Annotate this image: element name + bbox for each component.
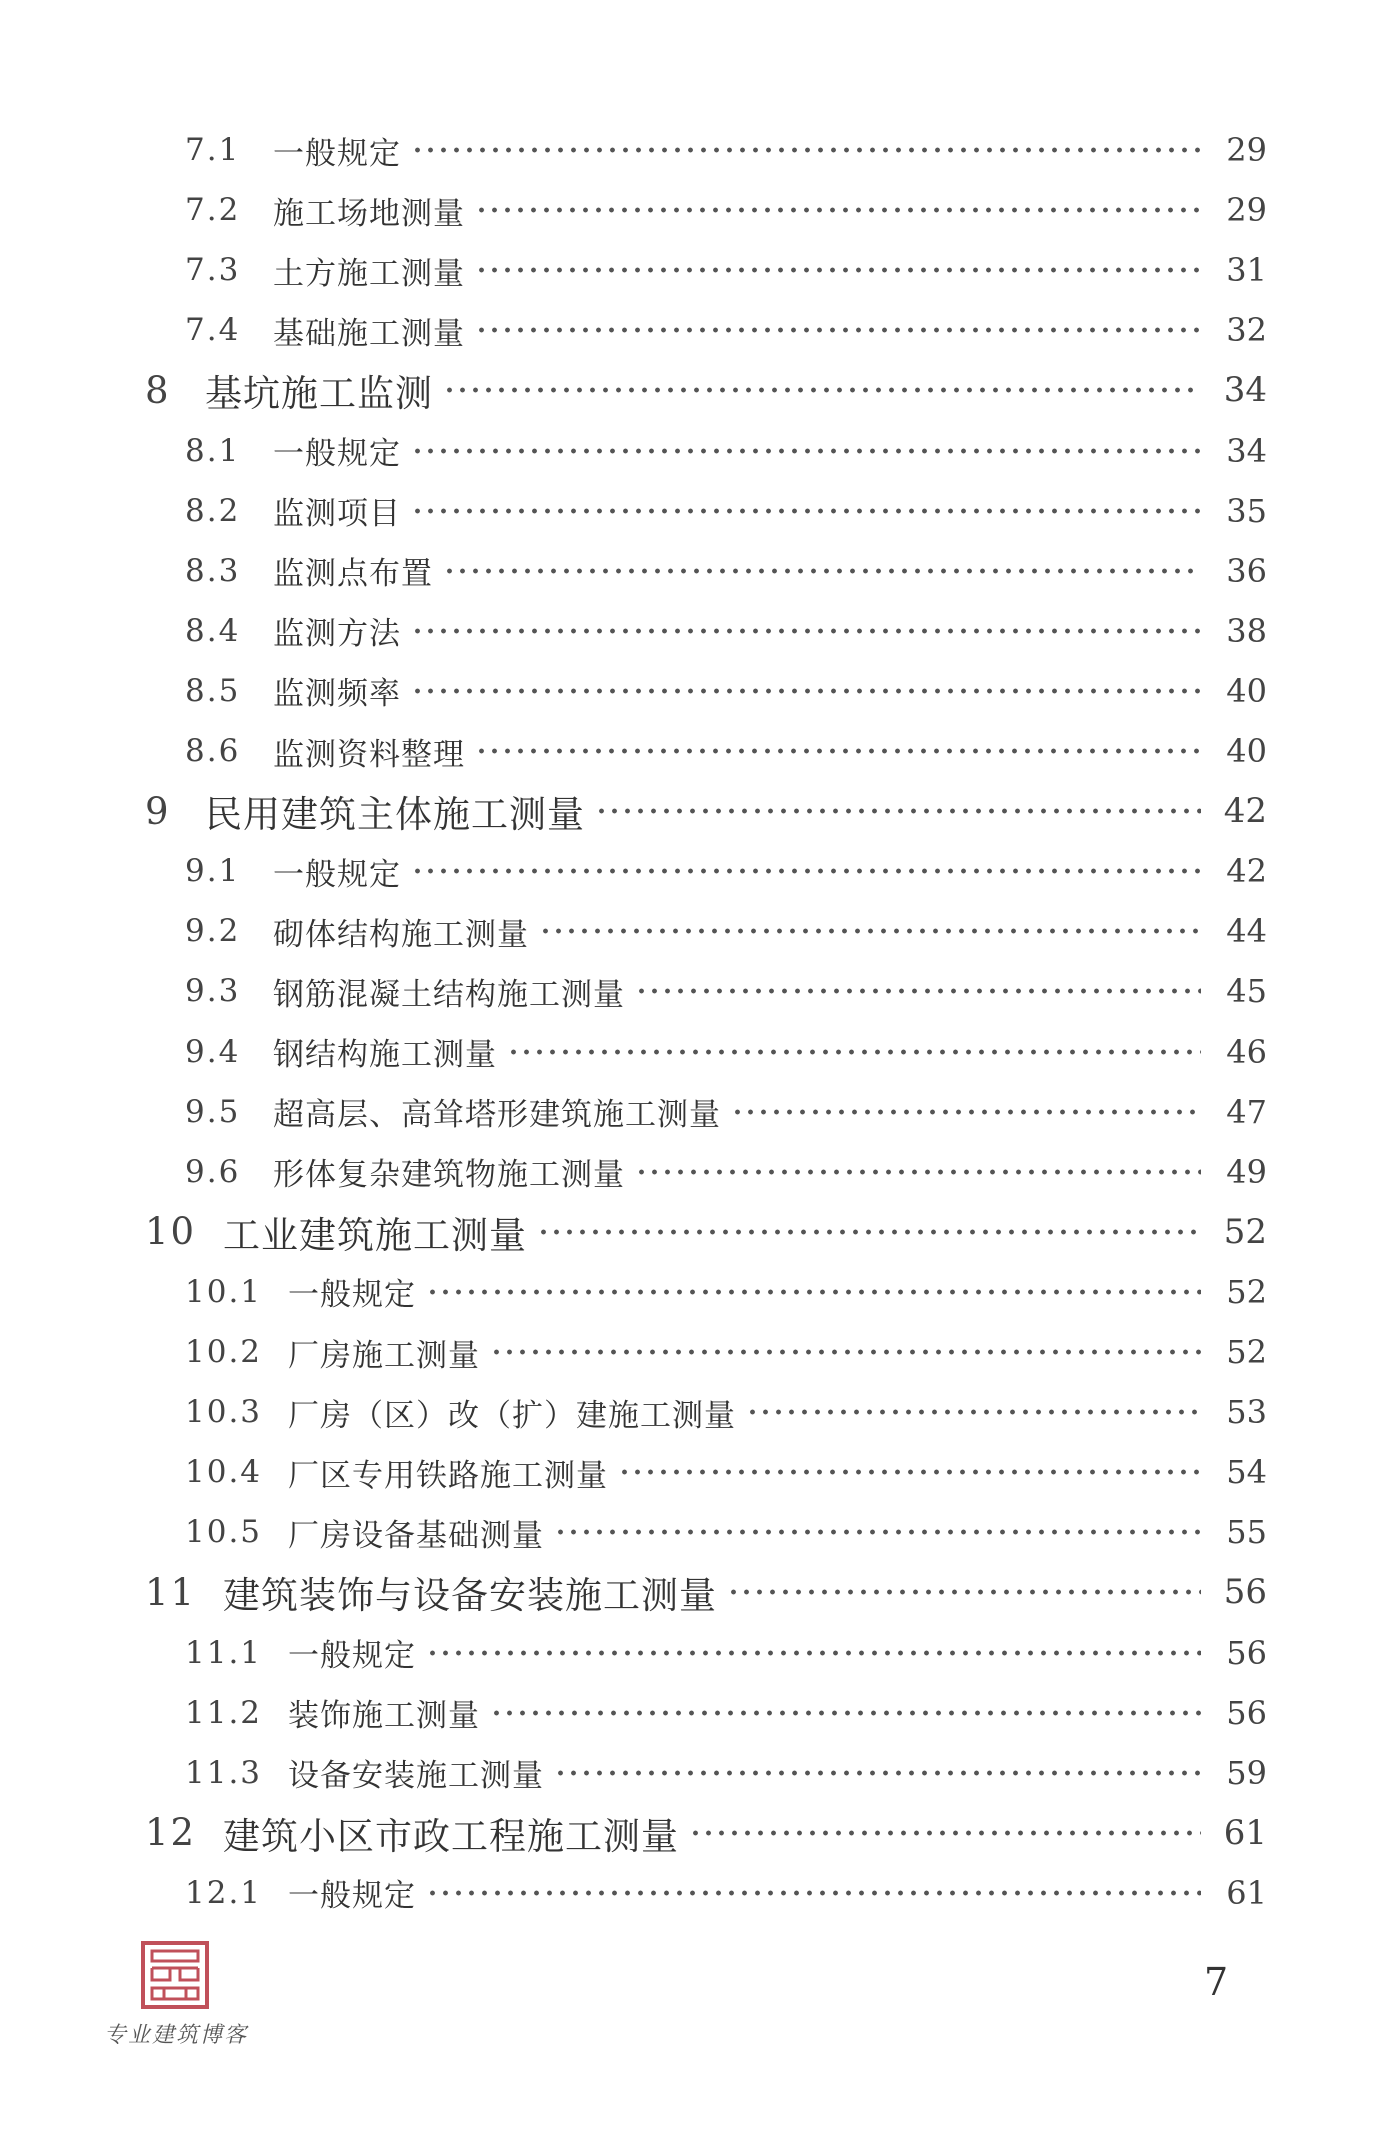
seal-stamp-icon [140, 1940, 210, 2010]
toc-entry-title: 民用建筑主体施工测量 [205, 793, 585, 837]
toc-entry-page: 55 [1226, 1513, 1267, 1552]
toc-section-row [185, 541, 1267, 601]
toc-entry-title: 一般规定 [273, 436, 401, 472]
toc-entry-title: 钢筋混凝土结构施工测量 [273, 976, 625, 1013]
toc-entry-number: 7.1 [185, 132, 241, 168]
toc-entry-title: 设备安装施工测量 [288, 1758, 544, 1795]
toc-chapter-row [145, 1562, 1267, 1622]
toc-section-row [185, 1743, 1267, 1803]
toc-dot-leader [537, 1227, 1201, 1237]
toc-entry-number: 7.3 [185, 252, 241, 289]
toc-section-row [185, 421, 1267, 481]
toc-entry-title: 厂房施工测量 [288, 1337, 480, 1374]
toc-entry-number: 10.5 [185, 1514, 263, 1551]
toc-entry-number: 9.4 [185, 1033, 241, 1070]
toc-dot-leader [411, 686, 1201, 696]
toc-section-row [185, 661, 1267, 721]
toc-entry-title: 工业建筑施工测量 [223, 1213, 527, 1257]
toc-entry-page: 42 [1226, 852, 1267, 891]
toc-dot-leader [746, 1407, 1201, 1417]
toc-section-row [185, 1442, 1267, 1502]
toc-entry-number: 11 [145, 1570, 197, 1614]
toc-entry-number: 7.2 [185, 192, 241, 229]
toc-entry-number: 11.3 [185, 1754, 263, 1791]
toc-entry-title: 建筑小区市政工程施工测量 [223, 1814, 679, 1858]
toc-chapter-row [145, 781, 1267, 841]
toc-entry-page: 34 [1223, 370, 1267, 411]
toc-dot-leader [475, 265, 1201, 275]
toc-entry-page: 29 [1226, 131, 1267, 169]
toc-section-row [185, 1142, 1267, 1202]
toc-dot-leader [635, 986, 1201, 996]
toc-section-row [185, 1382, 1267, 1442]
toc-chapter-row [145, 1803, 1267, 1863]
toc-dot-leader [490, 1708, 1201, 1718]
toc-entry-page: 59 [1226, 1753, 1267, 1792]
toc-section-row [185, 481, 1267, 541]
toc-entry-number: 11.2 [185, 1694, 263, 1731]
toc-dot-leader [411, 866, 1201, 876]
toc-dot-leader [475, 325, 1201, 335]
toc-section-row [185, 1262, 1267, 1322]
toc-section-row [185, 901, 1267, 961]
toc-dot-leader [731, 1107, 1201, 1117]
toc-chapter-row [145, 360, 1267, 420]
toc-section-row [185, 961, 1267, 1021]
toc-entry-page: 40 [1226, 671, 1267, 710]
toc-entry-page: 52 [1226, 1272, 1267, 1311]
toc-entry-number: 11.1 [185, 1634, 263, 1671]
toc-entry-number: 8.3 [185, 552, 241, 589]
toc-section-row [185, 601, 1267, 661]
toc-entry-title: 一般规定 [288, 1878, 416, 1915]
toc-entry-number: 9 [145, 789, 171, 833]
toc-entry-number: 8.1 [185, 432, 241, 469]
toc-entry-number: 9.6 [185, 1153, 241, 1190]
toc-dot-leader [554, 1527, 1201, 1537]
toc-entry-title: 监测频率 [273, 676, 401, 713]
toc-entry-page: 52 [1226, 1333, 1267, 1371]
toc-entry-title: 装饰施工测量 [288, 1698, 480, 1735]
toc-section-row [185, 1082, 1267, 1142]
toc-dot-leader [411, 626, 1201, 636]
toc-entry-page: 44 [1226, 912, 1267, 951]
toc-entry-title: 一般规定 [288, 1638, 416, 1674]
toc-entry-page: 61 [1226, 1873, 1267, 1912]
toc-entry-number: 10.2 [185, 1334, 263, 1370]
toc-entry-page: 56 [1223, 1572, 1267, 1613]
toc-entry-title: 监测资料整理 [273, 736, 465, 773]
toc-dot-leader [618, 1467, 1201, 1477]
toc-entry-number: 9.5 [185, 1093, 241, 1130]
toc-chapter-row [145, 1202, 1267, 1262]
toc-entry-title: 钢结构施工测量 [273, 1037, 497, 1073]
toc-entry-number: 8.4 [185, 612, 241, 649]
toc-dot-leader [475, 205, 1201, 215]
toc-dot-leader [554, 1768, 1201, 1778]
toc-dot-leader [426, 1287, 1201, 1297]
toc-section-row [185, 1863, 1267, 1923]
toc-entry-number: 8 [145, 368, 171, 412]
toc-dot-leader [426, 1888, 1201, 1898]
toc-section-row [185, 841, 1267, 901]
toc-section-row [185, 1322, 1267, 1382]
toc-entry-title: 一般规定 [288, 1277, 416, 1314]
toc-entry-page: 47 [1226, 1092, 1267, 1131]
toc-dot-leader [539, 926, 1201, 936]
toc-entry-number: 12 [145, 1811, 197, 1855]
toc-section-row [185, 1502, 1267, 1562]
toc-entry-number: 9.2 [185, 913, 241, 950]
toc-entry-number: 10 [145, 1210, 197, 1254]
toc-entry-title: 监测点布置 [273, 556, 433, 593]
toc-dot-leader [475, 746, 1201, 756]
toc-dot-leader [689, 1828, 1201, 1838]
toc-entry-page: 53 [1226, 1393, 1267, 1432]
toc-entry-title: 监测方法 [273, 616, 401, 653]
toc-section-row [185, 240, 1267, 300]
toc-dot-leader [490, 1347, 1201, 1357]
toc-entry-page: 46 [1226, 1032, 1267, 1071]
toc-entry-number: 9.1 [185, 853, 241, 890]
toc-dot-leader [411, 446, 1201, 456]
toc-entry-page: 31 [1226, 251, 1267, 290]
toc-section-row [185, 1623, 1267, 1683]
toc-entry-page: 54 [1226, 1453, 1267, 1492]
toc-entry-number: 9.3 [185, 973, 241, 1010]
toc-dot-leader [443, 385, 1201, 395]
toc-entry-number: 7.4 [185, 312, 241, 349]
toc-entry-title: 超高层、高耸塔形建筑施工测量 [273, 1097, 721, 1134]
toc-dot-leader [507, 1047, 1201, 1057]
toc-entry-page: 52 [1223, 1211, 1267, 1252]
toc-entry-title: 基础施工测量 [273, 315, 465, 352]
toc-dot-leader [727, 1587, 1201, 1597]
toc-entry-page: 32 [1226, 311, 1267, 350]
toc-entry-number: 12.1 [185, 1874, 263, 1911]
toc-dot-leader [595, 806, 1201, 816]
toc-entry-page: 34 [1226, 431, 1267, 470]
watermark-caption: 专业建筑博客 [104, 2023, 249, 2048]
toc-entry-number: 10.1 [185, 1273, 263, 1310]
toc-entry-page: 42 [1223, 791, 1267, 832]
page-number: 7 [1204, 1960, 1229, 2004]
toc-entry-title: 厂房设备基础测量 [288, 1517, 544, 1554]
toc-entry-page: 49 [1226, 1152, 1267, 1191]
toc-entry-number: 8.6 [185, 733, 241, 769]
toc-entry-page: 56 [1226, 1693, 1267, 1732]
toc-entry-number: 10.4 [185, 1454, 263, 1491]
toc-entry-title: 砌体结构施工测量 [273, 916, 529, 953]
toc-entry-page: 29 [1226, 191, 1267, 230]
toc-entry-title: 施工场地测量 [273, 195, 465, 232]
toc-dot-leader [411, 145, 1201, 155]
toc-entry-page: 38 [1226, 611, 1267, 650]
toc-entry-title: 基坑施工监测 [205, 372, 433, 416]
toc-section-row [185, 721, 1267, 781]
toc-entry-page: 61 [1223, 1812, 1267, 1853]
toc-entry-page: 56 [1226, 1633, 1267, 1672]
toc-section-row [185, 1683, 1267, 1743]
toc-entry-page: 45 [1226, 972, 1267, 1011]
toc-section-row [185, 300, 1267, 360]
toc-entry-title: 厂房（区）改（扩）建施工测量 [288, 1397, 736, 1434]
toc-entry-page: 36 [1226, 551, 1267, 590]
toc-section-row [185, 1022, 1267, 1082]
toc-entry-number: 8.5 [185, 672, 241, 709]
toc-entry-page: 35 [1226, 491, 1267, 530]
toc-entry-title: 一般规定 [273, 856, 401, 893]
toc-dot-leader [411, 506, 1201, 516]
toc-dot-leader [426, 1648, 1201, 1658]
toc-entry-title: 监测项目 [273, 496, 401, 533]
toc-entry-number: 8.2 [185, 492, 241, 529]
toc-entry-page: 40 [1226, 732, 1267, 770]
toc-entry-number: 10.3 [185, 1394, 263, 1431]
toc-section-row [185, 180, 1267, 240]
toc-entry-title: 厂区专用铁路施工测量 [288, 1457, 608, 1494]
toc-section-row [185, 120, 1267, 180]
toc-entry-title: 一般规定 [273, 135, 401, 172]
toc-entry-title: 建筑装饰与设备安装施工测量 [223, 1574, 717, 1618]
toc-dot-leader [635, 1167, 1201, 1177]
toc-entry-title: 土方施工测量 [273, 255, 465, 292]
toc-entry-title: 形体复杂建筑物施工测量 [273, 1157, 625, 1194]
toc-dot-leader [443, 566, 1201, 576]
